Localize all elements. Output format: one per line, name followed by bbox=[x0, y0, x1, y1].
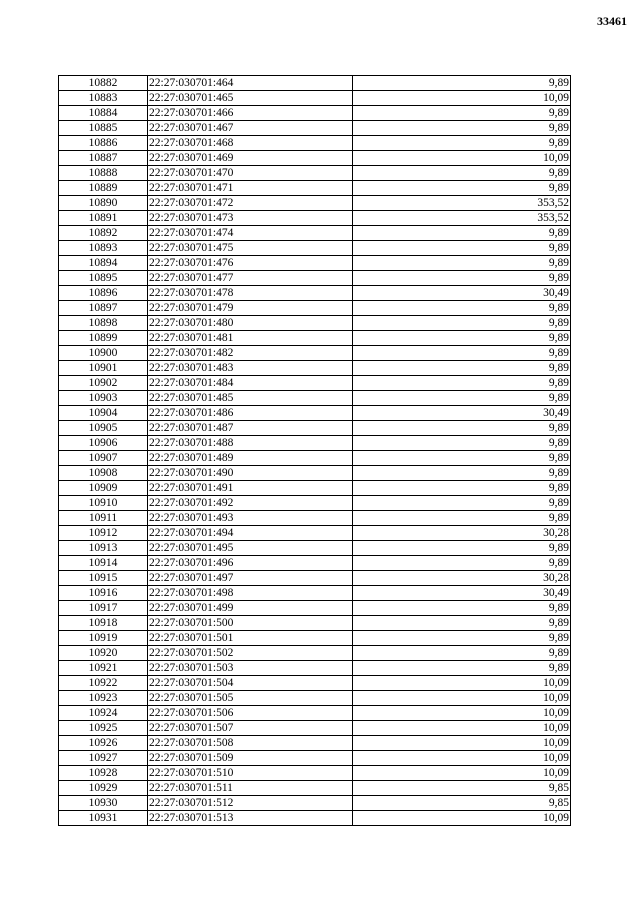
cadastral-number-cell: 22:27:030701:464 bbox=[148, 76, 353, 91]
cadastral-number-cell: 22:27:030701:484 bbox=[148, 376, 353, 391]
value-cell: 10,09 bbox=[353, 151, 571, 166]
row-number-cell: 10904 bbox=[59, 406, 148, 421]
row-number-cell: 10902 bbox=[59, 376, 148, 391]
row-number-cell: 10923 bbox=[59, 691, 148, 706]
table-row bbox=[59, 631, 571, 646]
cadastral-number-cell: 22:27:030701:478 bbox=[148, 286, 353, 301]
cadastral-number-cell: 22:27:030701:508 bbox=[148, 736, 353, 751]
cadastral-number-cell: 22:27:030701:490 bbox=[148, 466, 353, 481]
value-cell: 10,09 bbox=[353, 721, 571, 736]
row-number-cell: 10910 bbox=[59, 496, 148, 511]
value-cell: 9,89 bbox=[353, 241, 571, 256]
table-row bbox=[59, 136, 571, 151]
table-row bbox=[59, 661, 571, 676]
value-cell: 10,09 bbox=[353, 691, 571, 706]
row-number-cell: 10920 bbox=[59, 646, 148, 661]
value-cell: 9,89 bbox=[353, 331, 571, 346]
value-cell: 9,89 bbox=[353, 301, 571, 316]
row-number-cell: 10899 bbox=[59, 331, 148, 346]
cadastral-table bbox=[58, 75, 571, 826]
value-cell: 9,89 bbox=[353, 661, 571, 676]
cadastral-number-cell: 22:27:030701:486 bbox=[148, 406, 353, 421]
value-cell: 9,89 bbox=[353, 601, 571, 616]
row-number-cell: 10931 bbox=[59, 811, 148, 826]
table-row bbox=[59, 301, 571, 316]
value-cell: 30,28 bbox=[353, 571, 571, 586]
value-cell: 9,89 bbox=[353, 136, 571, 151]
table-row bbox=[59, 421, 571, 436]
cadastral-number-cell: 22:27:030701:498 bbox=[148, 586, 353, 601]
value-cell: 9,89 bbox=[353, 646, 571, 661]
cadastral-number-cell: 22:27:030701:465 bbox=[148, 91, 353, 106]
table-row bbox=[59, 796, 571, 811]
cadastral-number-cell: 22:27:030701:509 bbox=[148, 751, 353, 766]
table-row bbox=[59, 76, 571, 91]
row-number-cell: 10903 bbox=[59, 391, 148, 406]
cadastral-number-cell: 22:27:030701:473 bbox=[148, 211, 353, 226]
row-number-cell: 10898 bbox=[59, 316, 148, 331]
value-cell: 30,49 bbox=[353, 406, 571, 421]
table-row bbox=[59, 211, 571, 226]
cadastral-number-cell: 22:27:030701:511 bbox=[148, 781, 353, 796]
cadastral-number-cell: 22:27:030701:496 bbox=[148, 556, 353, 571]
table-row bbox=[59, 751, 571, 766]
table-row bbox=[59, 361, 571, 376]
row-number-cell: 10886 bbox=[59, 136, 148, 151]
row-number-cell: 10909 bbox=[59, 481, 148, 496]
table-row bbox=[59, 241, 571, 256]
row-number-cell: 10888 bbox=[59, 166, 148, 181]
page-number: 33461 bbox=[597, 14, 627, 28]
cadastral-number-cell: 22:27:030701:477 bbox=[148, 271, 353, 286]
cadastral-number-cell: 22:27:030701:483 bbox=[148, 361, 353, 376]
row-number-cell: 10918 bbox=[59, 616, 148, 631]
row-number-cell: 10889 bbox=[59, 181, 148, 196]
cadastral-number-cell: 22:27:030701:476 bbox=[148, 256, 353, 271]
table-row bbox=[59, 151, 571, 166]
value-cell: 9,89 bbox=[353, 166, 571, 181]
table-row bbox=[59, 166, 571, 181]
value-cell: 9,89 bbox=[353, 376, 571, 391]
table-row bbox=[59, 271, 571, 286]
table-row bbox=[59, 496, 571, 511]
table-row bbox=[59, 511, 571, 526]
value-cell: 9,89 bbox=[353, 466, 571, 481]
value-cell: 9,89 bbox=[353, 76, 571, 91]
table-row bbox=[59, 91, 571, 106]
cadastral-number-cell: 22:27:030701:503 bbox=[148, 661, 353, 676]
value-cell: 9,89 bbox=[353, 316, 571, 331]
table-row bbox=[59, 571, 571, 586]
row-number-cell: 10908 bbox=[59, 466, 148, 481]
value-cell: 30,49 bbox=[353, 586, 571, 601]
value-cell: 353,52 bbox=[353, 211, 571, 226]
value-cell: 353,52 bbox=[353, 196, 571, 211]
value-cell: 9,89 bbox=[353, 556, 571, 571]
value-cell: 9,89 bbox=[353, 481, 571, 496]
row-number-cell: 10919 bbox=[59, 631, 148, 646]
value-cell: 9,89 bbox=[353, 226, 571, 241]
table-row bbox=[59, 766, 571, 781]
table-row bbox=[59, 616, 571, 631]
row-number-cell: 10885 bbox=[59, 121, 148, 136]
cadastral-number-cell: 22:27:030701:513 bbox=[148, 811, 353, 826]
row-number-cell: 10915 bbox=[59, 571, 148, 586]
row-number-cell: 10917 bbox=[59, 601, 148, 616]
cadastral-number-cell: 22:27:030701:487 bbox=[148, 421, 353, 436]
cadastral-number-cell: 22:27:030701:485 bbox=[148, 391, 353, 406]
value-cell: 9,89 bbox=[353, 541, 571, 556]
row-number-cell: 10928 bbox=[59, 766, 148, 781]
table-row bbox=[59, 316, 571, 331]
row-number-cell: 10901 bbox=[59, 361, 148, 376]
value-cell: 30,28 bbox=[353, 526, 571, 541]
row-number-cell: 10921 bbox=[59, 661, 148, 676]
table-row bbox=[59, 346, 571, 361]
value-cell: 9,89 bbox=[353, 391, 571, 406]
row-number-cell: 10914 bbox=[59, 556, 148, 571]
cadastral-number-cell: 22:27:030701:512 bbox=[148, 796, 353, 811]
value-cell: 9,89 bbox=[353, 256, 571, 271]
row-number-cell: 10924 bbox=[59, 706, 148, 721]
cadastral-number-cell: 22:27:030701:500 bbox=[148, 616, 353, 631]
value-cell: 9,89 bbox=[353, 121, 571, 136]
table-body bbox=[59, 76, 571, 826]
cadastral-number-cell: 22:27:030701:469 bbox=[148, 151, 353, 166]
value-cell: 9,89 bbox=[353, 496, 571, 511]
value-cell: 9,89 bbox=[353, 346, 571, 361]
table-row bbox=[59, 586, 571, 601]
value-cell: 10,09 bbox=[353, 751, 571, 766]
row-number-cell: 10883 bbox=[59, 91, 148, 106]
table-row bbox=[59, 676, 571, 691]
row-number-cell: 10892 bbox=[59, 226, 148, 241]
cadastral-number-cell: 22:27:030701:481 bbox=[148, 331, 353, 346]
table-row bbox=[59, 646, 571, 661]
table-row bbox=[59, 226, 571, 241]
row-number-cell: 10882 bbox=[59, 76, 148, 91]
cadastral-number-cell: 22:27:030701:471 bbox=[148, 181, 353, 196]
cadastral-number-cell: 22:27:030701:467 bbox=[148, 121, 353, 136]
table-row bbox=[59, 466, 571, 481]
row-number-cell: 10907 bbox=[59, 451, 148, 466]
cadastral-number-cell: 22:27:030701:479 bbox=[148, 301, 353, 316]
row-number-cell: 10884 bbox=[59, 106, 148, 121]
row-number-cell: 10891 bbox=[59, 211, 148, 226]
table-row bbox=[59, 541, 571, 556]
table-row bbox=[59, 601, 571, 616]
table-row bbox=[59, 331, 571, 346]
row-number-cell: 10905 bbox=[59, 421, 148, 436]
cadastral-number-cell: 22:27:030701:497 bbox=[148, 571, 353, 586]
value-cell: 9,89 bbox=[353, 616, 571, 631]
row-number-cell: 10890 bbox=[59, 196, 148, 211]
table-row bbox=[59, 691, 571, 706]
table-row bbox=[59, 181, 571, 196]
value-cell: 9,89 bbox=[353, 106, 571, 121]
cadastral-number-cell: 22:27:030701:491 bbox=[148, 481, 353, 496]
row-number-cell: 10887 bbox=[59, 151, 148, 166]
value-cell: 9,89 bbox=[353, 631, 571, 646]
table-row bbox=[59, 781, 571, 796]
value-cell: 9,89 bbox=[353, 361, 571, 376]
table-row bbox=[59, 121, 571, 136]
cadastral-number-cell: 22:27:030701:501 bbox=[148, 631, 353, 646]
cadastral-number-cell: 22:27:030701:474 bbox=[148, 226, 353, 241]
cadastral-number-cell: 22:27:030701:492 bbox=[148, 496, 353, 511]
cadastral-number-cell: 22:27:030701:507 bbox=[148, 721, 353, 736]
value-cell: 10,09 bbox=[353, 736, 571, 751]
row-number-cell: 10916 bbox=[59, 586, 148, 601]
cadastral-number-cell: 22:27:030701:499 bbox=[148, 601, 353, 616]
row-number-cell: 10927 bbox=[59, 751, 148, 766]
table-row bbox=[59, 376, 571, 391]
table-row bbox=[59, 721, 571, 736]
table-row bbox=[59, 556, 571, 571]
row-number-cell: 10930 bbox=[59, 796, 148, 811]
table-row bbox=[59, 526, 571, 541]
row-number-cell: 10893 bbox=[59, 241, 148, 256]
table-row bbox=[59, 256, 571, 271]
table-row bbox=[59, 286, 571, 301]
value-cell: 9,85 bbox=[353, 781, 571, 796]
row-number-cell: 10926 bbox=[59, 736, 148, 751]
value-cell: 9,89 bbox=[353, 421, 571, 436]
value-cell: 30,49 bbox=[353, 286, 571, 301]
cadastral-number-cell: 22:27:030701:466 bbox=[148, 106, 353, 121]
row-number-cell: 10900 bbox=[59, 346, 148, 361]
row-number-cell: 10913 bbox=[59, 541, 148, 556]
table-row bbox=[59, 451, 571, 466]
value-cell: 10,09 bbox=[353, 811, 571, 826]
row-number-cell: 10925 bbox=[59, 721, 148, 736]
cadastral-number-cell: 22:27:030701:488 bbox=[148, 436, 353, 451]
row-number-cell: 10911 bbox=[59, 511, 148, 526]
value-cell: 9,89 bbox=[353, 271, 571, 286]
cadastral-number-cell: 22:27:030701:506 bbox=[148, 706, 353, 721]
cadastral-number-cell: 22:27:030701:482 bbox=[148, 346, 353, 361]
row-number-cell: 10912 bbox=[59, 526, 148, 541]
value-cell: 10,09 bbox=[353, 91, 571, 106]
cadastral-number-cell: 22:27:030701:494 bbox=[148, 526, 353, 541]
table-row bbox=[59, 391, 571, 406]
cadastral-number-cell: 22:27:030701:489 bbox=[148, 451, 353, 466]
cadastral-number-cell: 22:27:030701:468 bbox=[148, 136, 353, 151]
value-cell: 10,09 bbox=[353, 706, 571, 721]
value-cell: 9,89 bbox=[353, 451, 571, 466]
table-row bbox=[59, 196, 571, 211]
row-number-cell: 10896 bbox=[59, 286, 148, 301]
table-row bbox=[59, 106, 571, 121]
value-cell: 10,09 bbox=[353, 766, 571, 781]
table-row bbox=[59, 436, 571, 451]
table-row bbox=[59, 706, 571, 721]
cadastral-number-cell: 22:27:030701:505 bbox=[148, 691, 353, 706]
table-row bbox=[59, 406, 571, 421]
cadastral-number-cell: 22:27:030701:475 bbox=[148, 241, 353, 256]
cadastral-number-cell: 22:27:030701:510 bbox=[148, 766, 353, 781]
cadastral-number-cell: 22:27:030701:470 bbox=[148, 166, 353, 181]
table-row bbox=[59, 736, 571, 751]
value-cell: 9,89 bbox=[353, 436, 571, 451]
row-number-cell: 10929 bbox=[59, 781, 148, 796]
row-number-cell: 10906 bbox=[59, 436, 148, 451]
cadastral-number-cell: 22:27:030701:472 bbox=[148, 196, 353, 211]
row-number-cell: 10897 bbox=[59, 301, 148, 316]
row-number-cell: 10895 bbox=[59, 271, 148, 286]
value-cell: 9,85 bbox=[353, 796, 571, 811]
table-row bbox=[59, 811, 571, 826]
cadastral-number-cell: 22:27:030701:480 bbox=[148, 316, 353, 331]
cadastral-number-cell: 22:27:030701:502 bbox=[148, 646, 353, 661]
table-row bbox=[59, 481, 571, 496]
cadastral-number-cell: 22:27:030701:495 bbox=[148, 541, 353, 556]
cadastral-number-cell: 22:27:030701:493 bbox=[148, 511, 353, 526]
value-cell: 9,89 bbox=[353, 511, 571, 526]
cadastral-number-cell: 22:27:030701:504 bbox=[148, 676, 353, 691]
value-cell: 9,89 bbox=[353, 181, 571, 196]
row-number-cell: 10922 bbox=[59, 676, 148, 691]
row-number-cell: 10894 bbox=[59, 256, 148, 271]
value-cell: 10,09 bbox=[353, 676, 571, 691]
